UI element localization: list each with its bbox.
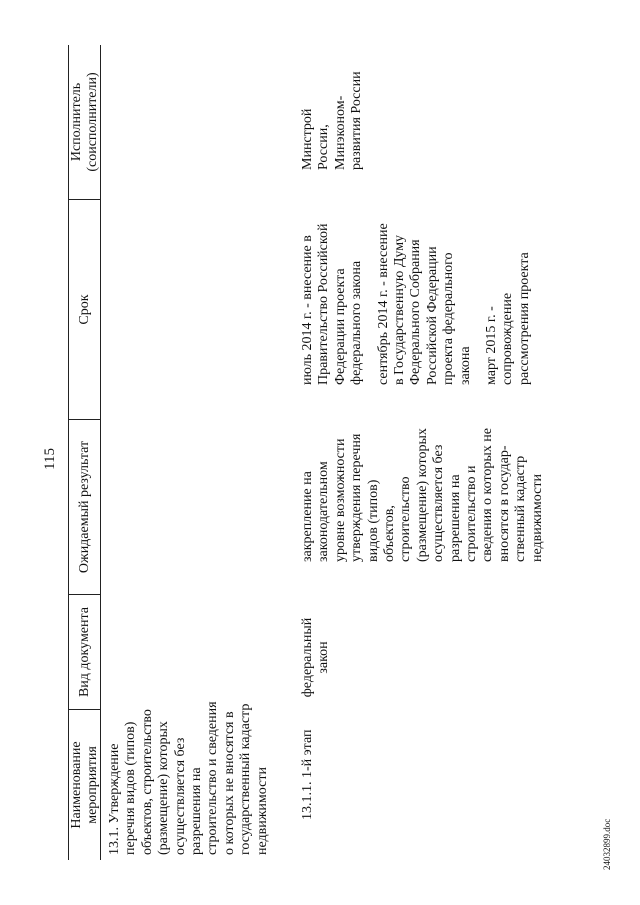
row2-result: закрепление на законодательном уровне возможности утверждения перечня видов (типов) объектов, строительство (размещение) которых осуществляется без разрешения на строительство и сведения о которых не вносятся в государ- ственный кадастр недвижимости — [300, 428, 545, 562]
header-deadline: Срок — [77, 294, 92, 325]
header-executor: Исполнитель (соисполнители) — [69, 72, 101, 172]
header-doc-type: Вид документа — [77, 606, 92, 698]
row2-deadline: июль 2014 г. - внесение в Правительство Российской Федерации проекта федерального закона сентябрь 2014 г. - внесение в Государственную Думу Федерального Собрания Российской Федерации проекта федерального закона март 2015 г. - сопровождение рассмотрения проекта — [300, 223, 532, 385]
header-result: Ожидаемый результат — [77, 440, 92, 574]
row2-name: 13.1.1. 1-й этап — [300, 729, 315, 820]
row2-executor: Минстрой России, Минэконом- развития России — [300, 71, 365, 170]
header-name: Наименование мероприятия — [69, 741, 101, 829]
row2-doc-type: федеральный закон — [300, 617, 332, 698]
rotated-page — [40, 40, 620, 870]
page-number: 115 — [42, 448, 58, 470]
row1-name: 13.1. Утверждение перечня видов (типов) объектов, строительство (размещение) которых осуществляется без разрешения на строительство и сведения о которых не вносятся в государственный кадастр недвижимости — [107, 701, 270, 855]
footer-doc-id: 24032899.doc — [602, 818, 612, 870]
